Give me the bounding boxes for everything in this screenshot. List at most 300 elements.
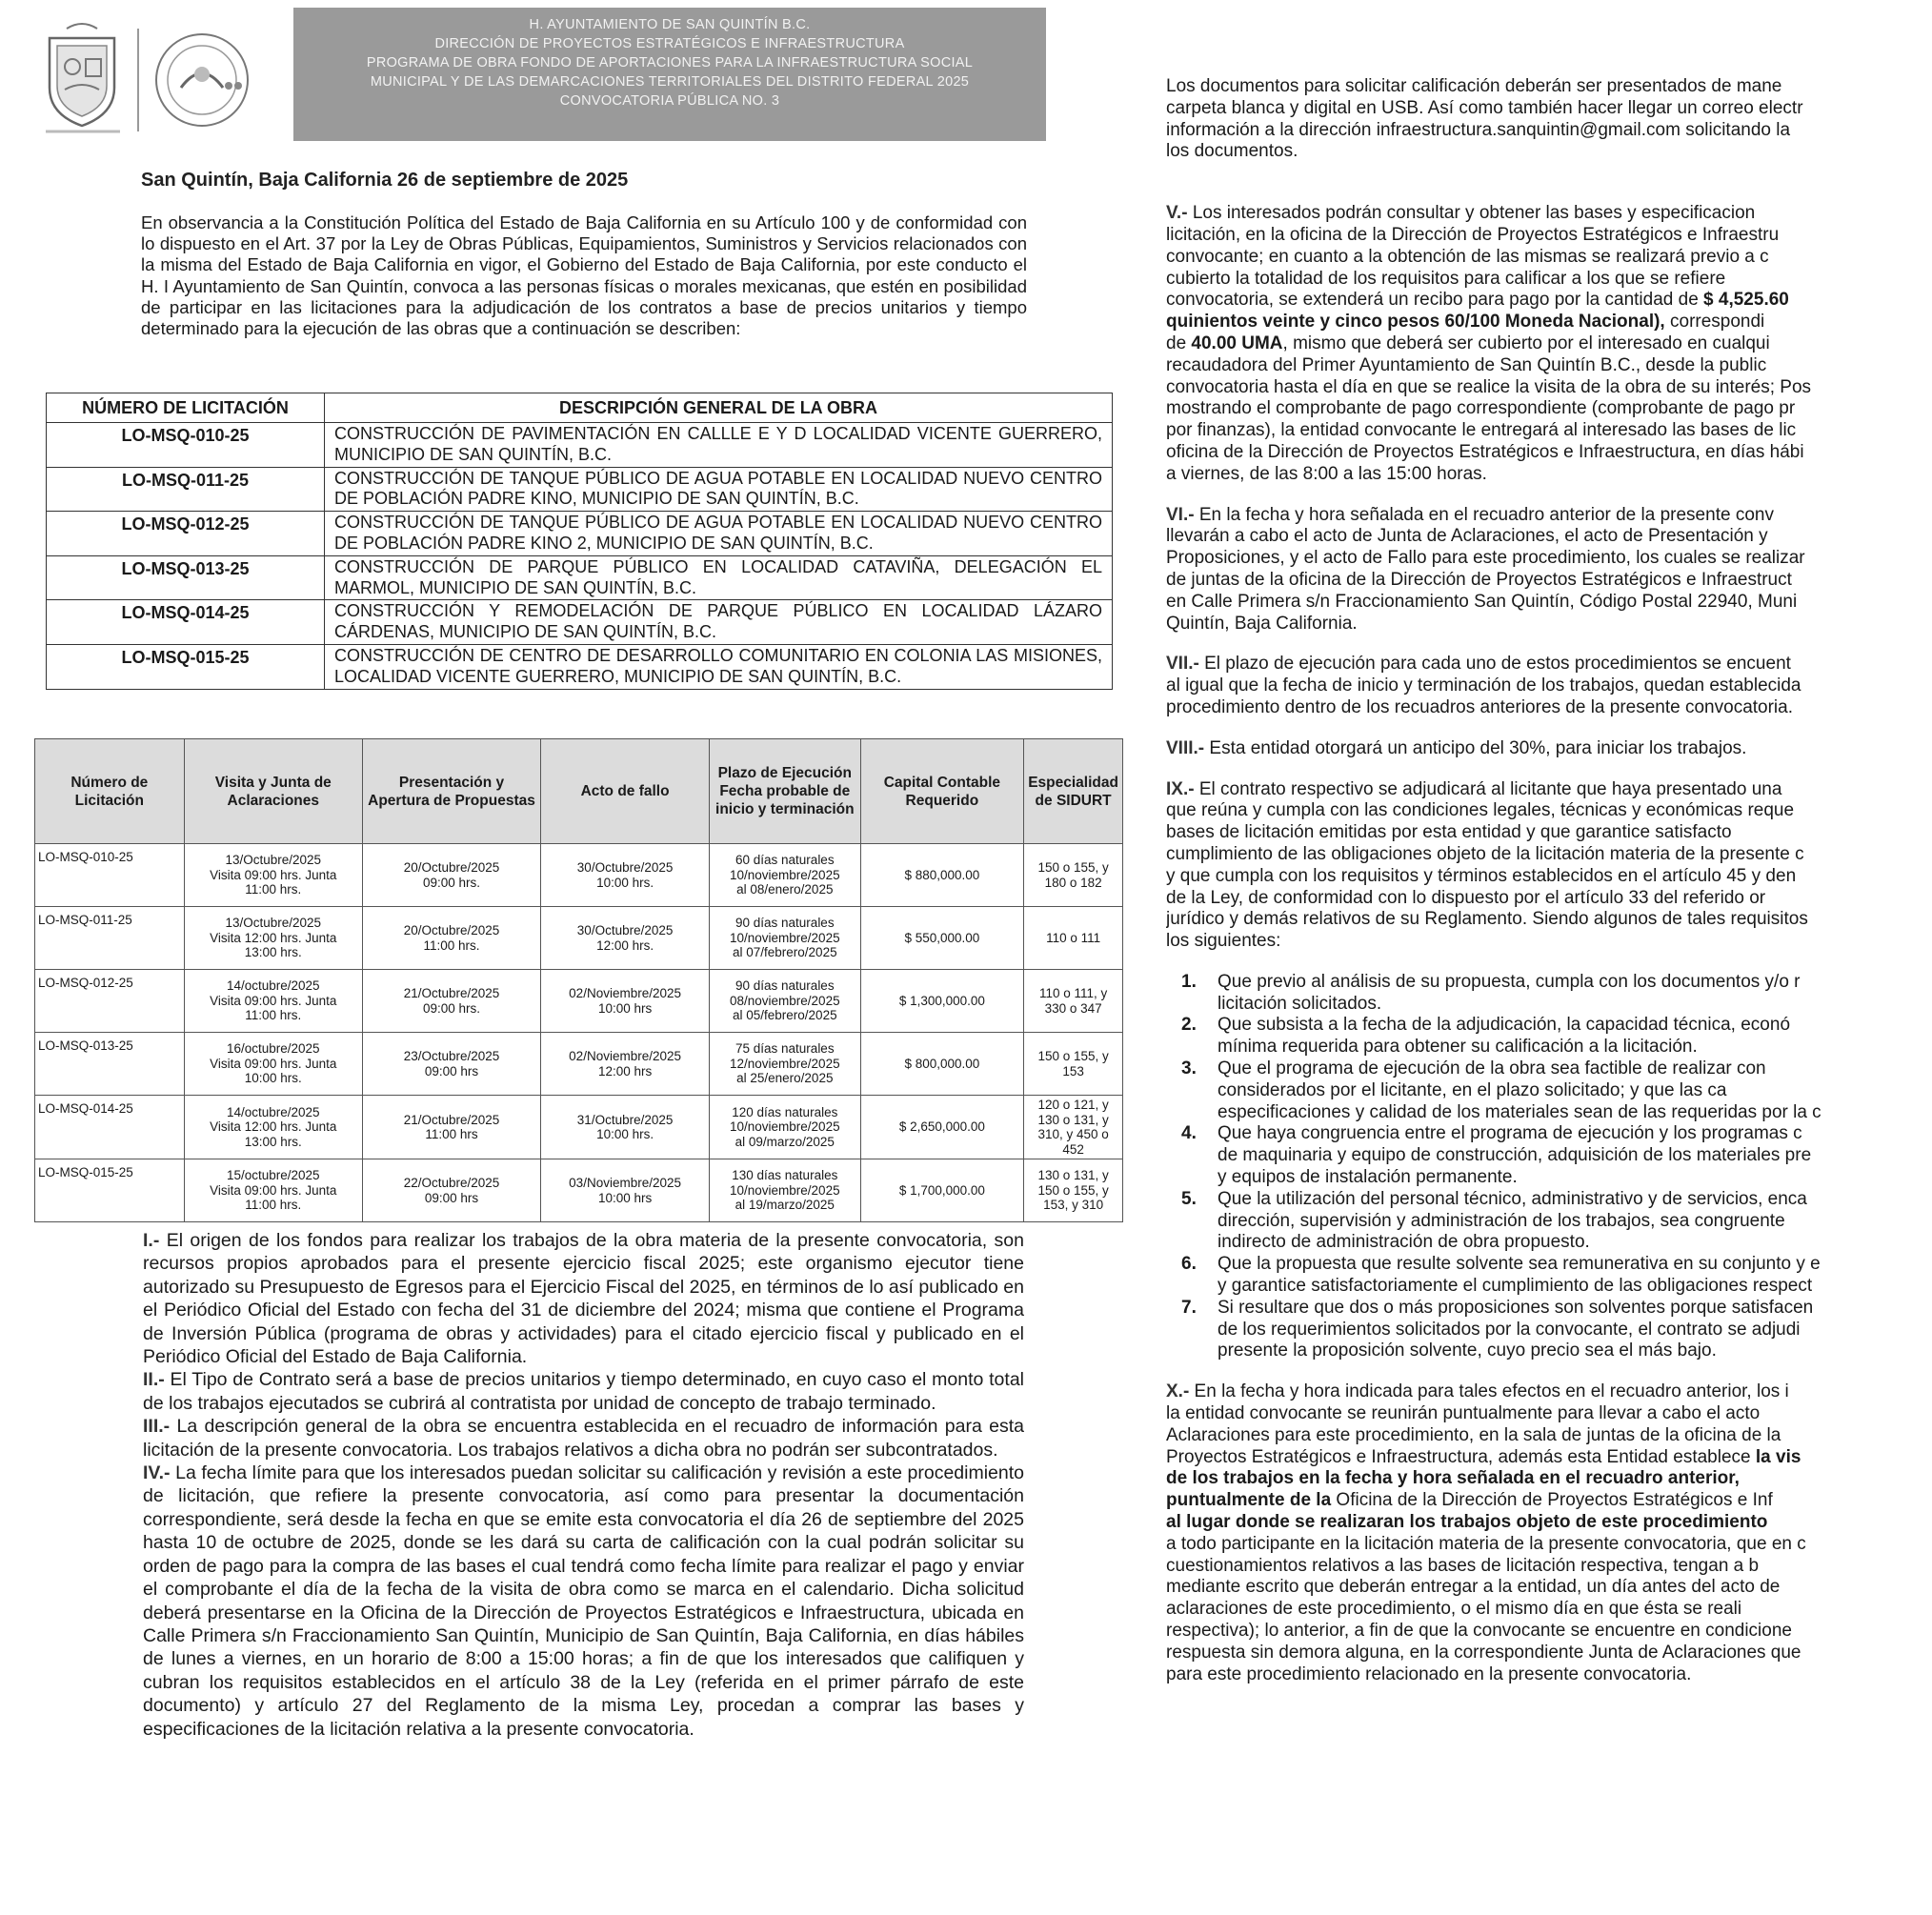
- list-item: [1166, 1320, 1932, 1341]
- text-line: [1166, 738, 1932, 760]
- text-span: Los interesados podrán consultar y obtener las bases y especificacion: [1187, 203, 1756, 224]
- cell-line: 10:00 hrs: [597, 1000, 653, 1016]
- list-item: [1166, 1189, 1932, 1211]
- sched-header-plazo: [710, 739, 861, 844]
- text-span: convocatoria, se extenderá un recibo para pago por la cantidad de: [1166, 290, 1704, 311]
- cell-line: 21/Octubre/2025: [403, 1112, 500, 1127]
- cell-line: 14/octubre/2025: [226, 1104, 320, 1119]
- list-item: [1166, 1145, 1932, 1167]
- text-line: por finanzas), la entidad convocante le entregará al interesado las bases de lic: [1166, 420, 1797, 441]
- header-banner: [293, 8, 1046, 141]
- text-span: Esta entidad otorgará un anticipo del 30%, para iniciar los trabajos.: [1204, 737, 1747, 758]
- sched-header-especialidad: Especialidad de SIDURT: [1024, 739, 1123, 844]
- cell-line: 10:00 hrs.: [596, 875, 654, 890]
- plazo-title: Plazo de Ejecución: [717, 765, 852, 781]
- cell-line: 10/noviembre/2025: [730, 1119, 840, 1135]
- text-line: de la Ley, de conformidad con lo dispuesto por el artículo 33 del referido or: [1166, 887, 1766, 908]
- list-number: 1.: [1181, 971, 1197, 992]
- cell-presentacion: [362, 1096, 540, 1159]
- text-line: para este procedimiento relacionado en la presente convocatoria.: [1166, 1663, 1692, 1684]
- section-label: VI.-: [1166, 504, 1195, 525]
- intro-paragraph: En observancia a la Constitución Política del Estado de Baja California en su Artículo 100 y de conformidad con lo dispuesto en el Art. 37 por la Ley de Obras Públicas, Equipamientos, Suministros y Servicios relacionados con la misma del Estado de Baja California en vigor, el Gobierno del Estado de Baja California, por este conducto el H. I Ayuntamiento de San Quintín, convoca a las personas físicas o morales mexicanas, que estén en posibilidad de participar en las licitaciones para la adjudicación de los contratos a base de precios unitarios y tiempo determinado para la ejecución de las obras que a continuación se describen:: [141, 212, 1027, 339]
- section-x: [1166, 1381, 1932, 1685]
- cell-line: 120 días naturales: [732, 1104, 838, 1119]
- cell-line: 30/Octubre/2025: [576, 923, 674, 937]
- section-vii: [1166, 654, 1932, 718]
- text-line: jurídico y demás relativos de su Reglamento. Siendo algunos de tales requisitos: [1166, 909, 1808, 930]
- list-item: [1166, 1232, 1932, 1254]
- text-span: de: [1166, 333, 1192, 353]
- cell-num: LO-MSQ-015-25: [47, 644, 325, 689]
- cell-line: 153: [1062, 1063, 1084, 1078]
- text-line: mostrando el comprobante de pago correspondiente (comprobante de pago pr: [1166, 398, 1796, 419]
- list-text: especificaciones y calidad de los materiales sean de las requeridas por la c: [1218, 1101, 1821, 1122]
- cell-line: Visita 12:00 hrs. Junta: [210, 1119, 337, 1135]
- cell-line: 330 o 347: [1044, 1000, 1102, 1016]
- list-item: [1166, 1211, 1932, 1233]
- cell-presentacion: [362, 970, 540, 1033]
- section-i: [143, 1229, 1024, 1368]
- cell-fallo: [541, 907, 710, 970]
- cell-line: 02/Noviembre/2025: [569, 986, 681, 1000]
- cell-line: 13:00 hrs.: [244, 1134, 302, 1149]
- text-line: los siguientes:: [1166, 931, 1281, 952]
- text-span: Oficina de la Dirección de Proyectos Estratégicos e Inf: [1331, 1490, 1773, 1511]
- plazo-subtitle: Fecha probable de inicio y terminación: [715, 783, 855, 817]
- text-line: a viernes, de las 8:00 a las 15:00 horas.: [1166, 463, 1487, 484]
- cell-line: 452: [1062, 1141, 1084, 1157]
- cell-especialidad: [1024, 1096, 1123, 1159]
- list-item: [1166, 1167, 1932, 1189]
- works-table: [46, 393, 1113, 690]
- cell-line: 10:00 hrs.: [244, 1071, 302, 1086]
- cell-line: 03/Noviembre/2025: [569, 1176, 681, 1190]
- cell-presentacion: [362, 844, 540, 907]
- cell-line: al 08/enero/2025: [736, 882, 834, 897]
- cell-fallo: [541, 970, 710, 1033]
- cell-line: Visita 09:00 hrs. Junta: [210, 867, 337, 882]
- sections-left: [143, 1229, 1024, 1741]
- cell-especialidad: [1024, 844, 1123, 907]
- text-line: en Calle Primera s/n Fraccionamiento San Quintín, Código Postal 22940, Muni: [1166, 591, 1798, 612]
- cell-line: 10/noviembre/2025: [730, 867, 840, 882]
- list-item: [1166, 1340, 1932, 1362]
- cell-line: 10/noviembre/2025: [730, 930, 840, 945]
- list-item: [1166, 1298, 1932, 1320]
- list-text: Que el programa de ejecución de la obra sea factible de realizar con: [1218, 1058, 1766, 1079]
- text-line: bases de licitación emitidas por esta entidad y que garantice satisfacto: [1166, 822, 1732, 843]
- section-label: I.-: [143, 1230, 160, 1251]
- cell-presentacion: [362, 1033, 540, 1096]
- cell-presentacion: [362, 1159, 540, 1222]
- text-line: Los documentos para solicitar calificación deberán ser presentados de mane: [1166, 76, 1782, 96]
- table-row: [35, 970, 1123, 1033]
- banner-line: DIRECCIÓN DE PROYECTOS ESTRATÉGICOS E INFRAESTRUCTURA: [434, 36, 905, 51]
- cell-fallo: [541, 844, 710, 907]
- sched-header-num: Número de Licitación: [35, 739, 185, 844]
- cell-line: 130 días naturales: [732, 1168, 838, 1183]
- cell-line: 90 días naturales: [735, 916, 835, 931]
- section-label: VII.-: [1166, 654, 1199, 675]
- cell-line: 31/Octubre/2025: [576, 1112, 674, 1127]
- cell-line: 11:00 hrs.: [245, 1198, 302, 1213]
- text-line: de juntas de la oficina de la Dirección de Proyectos Estratégicos e Infraestruct: [1166, 569, 1792, 590]
- banner-line: H. AYUNTAMIENTO DE SAN QUINTÍN B.C.: [529, 17, 811, 32]
- cell-plazo: [710, 1033, 861, 1096]
- banner-line: MUNICIPAL Y DE LAS DEMARCACIONES TERRITORIALES DEL DISTRITO FEDERAL 2025: [370, 74, 970, 90]
- cell-line: 10:00 hrs: [597, 1190, 653, 1205]
- cell-line: 09:00 hrs.: [422, 1000, 481, 1016]
- cell-line: 20/Octubre/2025: [403, 860, 500, 875]
- text-line: procedimiento dentro de los recuadros anteriores de la presente convocatoria.: [1166, 696, 1793, 717]
- table-row: [35, 907, 1123, 970]
- cell-line: 150 o 155, y: [1037, 860, 1109, 875]
- text-line: [1166, 1490, 1932, 1512]
- list-text: Que previo al análisis de su propuesta, cumpla con los documentos y/o r: [1218, 971, 1801, 992]
- cell-line: 14/octubre/2025: [226, 978, 320, 994]
- text-span: En la fecha y hora señalada en el recuadro anterior de la presente conv: [1194, 504, 1774, 525]
- cell-line: 02/Noviembre/2025: [569, 1049, 681, 1063]
- section-label: VIII.-: [1166, 737, 1205, 758]
- cell-line: 12:00 hrs: [597, 1063, 653, 1078]
- cell-line: 23/Octubre/2025: [403, 1049, 500, 1063]
- text-span: El plazo de ejecución para cada uno de estos procedimientos se encuent: [1198, 654, 1791, 675]
- cell-line: Visita 09:00 hrs. Junta: [210, 1056, 337, 1071]
- cell-plazo: [710, 1096, 861, 1159]
- cell-desc: CONSTRUCCIÓN DE PAVIMENTACIÓN EN CALLLE E Y D LOCALIDAD VICENTE GUERRERO, MUNICIPIO DE SAN QUINTÍN, B.C.: [325, 423, 1113, 468]
- text-line: [1166, 1381, 1932, 1403]
- text-line: mediante escrito que deberán entregar a la entidad, un día antes del acto de: [1166, 1577, 1781, 1598]
- table-row: [35, 844, 1123, 907]
- cell-line: 150 o 155, y: [1037, 1182, 1109, 1198]
- list-item: [1166, 1037, 1932, 1058]
- cell-line: al 05/febrero/2025: [733, 1008, 837, 1023]
- cell-capital: $ 800,000.00: [860, 1033, 1024, 1096]
- text-span: El contrato respectivo se adjudicará al licitante que haya presentado una: [1194, 778, 1782, 799]
- section-text: El Tipo de Contrato será a base de precios unitarios y tiempo determinado, en cuyo caso el monto total de los trabajos ejecutados se cubrirá al contratista por unidad de concepto de trabajo terminado.: [143, 1369, 1024, 1414]
- cell-line: al 19/marzo/2025: [735, 1198, 835, 1213]
- text-span: En la fecha y hora indicada para tales efectos en el recuadro anterior, los i: [1189, 1381, 1789, 1402]
- table-row: [35, 1033, 1123, 1096]
- cell-line: 180 o 182: [1044, 875, 1102, 890]
- section-vi: [1166, 505, 1932, 635]
- section-label: III.-: [143, 1416, 171, 1438]
- cell-visita: [184, 844, 362, 907]
- cell-line: Visita 12:00 hrs. Junta: [210, 930, 337, 945]
- cell-fallo: [541, 1159, 710, 1222]
- cell-desc: CONSTRUCCIÓN DE TANQUE PÚBLICO DE AGUA POTABLE EN LOCALIDAD NUEVO CENTRO DE POBLACIÓN PADRE KINO 2, MUNICIPIO DE SAN QUINTÍN, B.C.: [325, 512, 1113, 556]
- cell-visita: [184, 970, 362, 1033]
- list-item: [1166, 994, 1932, 1016]
- cell-plazo: [710, 844, 861, 907]
- cell-especialidad: [1024, 907, 1123, 970]
- cell-line: 11:00 hrs.: [245, 1008, 302, 1023]
- text-span: puntualmente de la: [1166, 1490, 1332, 1511]
- cell-lic: LO-MSQ-014-25: [35, 1096, 185, 1159]
- cell-plazo: [710, 970, 861, 1033]
- table-row: [47, 467, 1113, 512]
- docs-paragraph: [1166, 76, 1932, 163]
- header-logos: [38, 21, 262, 135]
- cell-fallo: [541, 1033, 710, 1096]
- section-v: [1166, 203, 1932, 485]
- cell-line: 10:00 hrs.: [596, 1127, 654, 1141]
- list-number: 2.: [1181, 1015, 1197, 1036]
- text-line: convocatoria hasta el día en que se realice la visita de la obra de su interés; Pos: [1166, 376, 1812, 397]
- banner-line: CONVOCATORIA PÚBLICA NO. 3: [559, 93, 780, 109]
- cell-line: 16/octubre/2025: [226, 1041, 320, 1057]
- cell-line: 30/Octubre/2025: [576, 860, 674, 875]
- text-line: a todo participante en la licitación materia de la presente convocatoria, que en c: [1166, 1533, 1806, 1554]
- text-line: al lugar donde se realizaran los trabajos objeto de este procedimiento: [1166, 1512, 1768, 1533]
- text-line: información a la dirección infraestructura.sanquintin@gmail.com solicitando la: [1166, 119, 1791, 140]
- cell-line: 13/Octubre/2025: [225, 916, 322, 931]
- text-line: que reúna y cumpla con las condiciones legales, técnicas y económicas reque: [1166, 800, 1795, 821]
- list-number: 7.: [1181, 1297, 1197, 1318]
- list-text: mínima requerida para obtener su calificación a la licitación.: [1218, 1037, 1698, 1058]
- list-number: 3.: [1181, 1058, 1197, 1079]
- sched-header-visita: Visita y Junta de Aclaraciones: [184, 739, 362, 844]
- cell-visita: [184, 1096, 362, 1159]
- list-item: [1166, 1102, 1932, 1124]
- cell-line: 08/noviembre/2025: [730, 993, 840, 1008]
- cell-capital: $ 1,300,000.00: [860, 970, 1024, 1033]
- list-text: indirecto de administración de obra propuesto.: [1218, 1232, 1590, 1253]
- section-label: IX.-: [1166, 778, 1195, 799]
- list-item: [1166, 972, 1932, 994]
- text-line: llevarán a cabo el acto de Junta de Aclaraciones, el acto de Presentación y: [1166, 526, 1768, 547]
- text-line: respectiva); lo anterior, a fin de que la convocante se encuentre en condicione: [1166, 1621, 1792, 1641]
- left-intro: [141, 170, 1027, 339]
- section-text: El origen de los fondos para realizar los trabajos de la obra materia de la presente convocatoria, son recursos propios aprobados para el presente ejercicio fiscal 2025; este organismo ejecutor tiene autorizado su Presupuesto de Egresos para el Ejercicio Fiscal del 2025, en términos de lo así publicado en el Periódico Oficial del Estado con fecha del 31 de diciembre del 2024; misma que contiene el Programa de Inversión Pública (programa de obras y actividades) para el citado ejercicio fiscal y publicado en el Periódico Oficial del Estado de Baja California.: [143, 1230, 1024, 1368]
- cell-presentacion: [362, 907, 540, 970]
- cell-line: 22/Octubre/2025: [403, 1176, 500, 1190]
- cell-line: 150 o 155, y: [1037, 1049, 1109, 1063]
- list-text: Que haya congruencia entre el programa de ejecución y los programas c: [1218, 1123, 1802, 1144]
- right-column: [1166, 76, 1932, 1685]
- works-header-desc: DESCRIPCIÓN GENERAL DE LA OBRA: [325, 393, 1113, 423]
- cell-visita: [184, 1159, 362, 1222]
- cell-line: 09:00 hrs: [424, 1190, 479, 1205]
- list-item: [1166, 1254, 1932, 1276]
- cell-line: 20/Octubre/2025: [403, 923, 500, 937]
- schedule-body: [35, 844, 1123, 1222]
- cell-line: 130 o 131, y: [1037, 1112, 1109, 1127]
- cell-line: 110 o 111, y: [1038, 986, 1108, 1000]
- cell-capital: $ 880,000.00: [860, 844, 1024, 907]
- section-label: X.-: [1166, 1381, 1190, 1402]
- list-text: presente la proposición solvente, cuyo precio sea el más bajo.: [1218, 1340, 1717, 1361]
- cell-desc: CONSTRUCCIÓN Y REMODELACIÓN DE PARQUE PÚBLICO EN LOCALIDAD LÁZARO CÁRDENAS, MUNICIPIO DE SAN QUINTÍN, B.C.: [325, 600, 1113, 645]
- cell-desc: CONSTRUCCIÓN DE CENTRO DE DESARROLLO COMUNITARIO EN COLONIA LAS MISIONES, LOCALIDAD VICENTE GUERRERO, MUNICIPIO DE SAN QUINTÍN, B.C.: [325, 644, 1113, 689]
- list-number: 6.: [1181, 1254, 1197, 1275]
- cell-line: 12:00 hrs.: [596, 937, 654, 953]
- text-line: [1166, 1447, 1932, 1469]
- cell-line: 120 o 121, y: [1037, 1098, 1109, 1112]
- table-row: [47, 555, 1113, 600]
- section-label: II.-: [143, 1369, 165, 1391]
- cell-line: 153, y 310: [1043, 1198, 1104, 1213]
- text-line: [1166, 290, 1932, 312]
- text-line: al igual que la fecha de inicio y terminación de los trabajos, quedan establecida: [1166, 675, 1801, 696]
- text-line: de los trabajos en la fecha y hora señalada en el recuadro anterior,: [1166, 1468, 1740, 1489]
- text-span: correspondi: [1664, 312, 1765, 333]
- dateline: San Quintín, Baja California 26 de septiembre de 2025: [141, 170, 629, 191]
- list-text: y equipos de instalación permanente.: [1218, 1167, 1518, 1188]
- sched-header-fallo: Acto de fallo: [541, 739, 710, 844]
- section-iv: [143, 1461, 1024, 1741]
- cell-line: Visita 09:00 hrs. Junta: [210, 1182, 337, 1198]
- cell-line: 13/Octubre/2025: [225, 853, 322, 868]
- table-row: [35, 1159, 1123, 1222]
- cell-line: 130 o 131, y: [1037, 1168, 1109, 1183]
- text-line: cubierto la totalidad de los requisitos para calificar a los que se refiere: [1166, 268, 1726, 289]
- cell-lic: LO-MSQ-010-25: [35, 844, 185, 907]
- text-line: aclaraciones de este procedimiento, o el mismo día en que ésta se reali: [1166, 1599, 1742, 1620]
- cell-line: al 07/febrero/2025: [733, 945, 837, 960]
- state-emblem-icon: [152, 30, 252, 131]
- list-text: licitación solicitados.: [1218, 993, 1382, 1014]
- list-text: dirección, supervisión y administración de los trabajos, sea congruente: [1218, 1210, 1785, 1231]
- cell-line: al 25/enero/2025: [736, 1071, 834, 1086]
- cell-desc: CONSTRUCCIÓN DE TANQUE PÚBLICO DE AGUA POTABLE EN LOCALIDAD NUEVO CENTRO DE POBLACIÓN PADRE KINO, MUNICIPIO DE SAN QUINTÍN, B.C.: [325, 467, 1113, 512]
- list-item: [1166, 1276, 1932, 1298]
- cell-line: 11:00 hrs.: [245, 882, 302, 897]
- text-span: , mismo que deberá ser cubierto por el interesado en cualqui: [1282, 333, 1770, 353]
- text-line: respuesta sin demora alguna, en la correspondiente Junta de Aclaraciones que: [1166, 1642, 1801, 1663]
- cell-num: LO-MSQ-012-25: [47, 512, 325, 556]
- text-line: [1166, 505, 1932, 527]
- cell-visita: [184, 907, 362, 970]
- works-header-num: NÚMERO DE LICITACIÓN: [47, 393, 325, 423]
- cell-visita: [184, 1033, 362, 1096]
- cell-line: 15/octubre/2025: [226, 1168, 320, 1183]
- list-item: [1166, 1015, 1932, 1037]
- cell-num: LO-MSQ-014-25: [47, 600, 325, 645]
- table-row: [47, 512, 1113, 556]
- list-text: Que la propuesta que resulte solvente sea remunerativa en su conjunto y e: [1218, 1254, 1821, 1275]
- schedule-table: [34, 738, 1123, 1222]
- text-line: convocante; en cuanto a la obtención de las mismas se realizará previo a c: [1166, 246, 1769, 267]
- cell-especialidad: [1024, 970, 1123, 1033]
- cell-especialidad: [1024, 1033, 1123, 1096]
- cell-capital: $ 1,700,000.00: [860, 1159, 1024, 1222]
- cell-especialidad: [1024, 1159, 1123, 1222]
- cell-line: 12/noviembre/2025: [730, 1056, 840, 1071]
- text-line: Proposiciones, y el acto de Fallo para este procedimiento, los cuales se realizar: [1166, 548, 1805, 569]
- cell-line: 10/noviembre/2025: [730, 1182, 840, 1198]
- uma-amount: 40.00 UMA: [1191, 333, 1283, 353]
- cell-plazo: [710, 1159, 861, 1222]
- list-text: Que la utilización del personal técnico, administrativo y de servicios, enca: [1218, 1188, 1807, 1209]
- list-text: Que subsista a la fecha de la adjudicación, la capacidad técnica, econó: [1218, 1015, 1791, 1036]
- cell-num: LO-MSQ-010-25: [47, 423, 325, 468]
- cell-line: 21/Octubre/2025: [403, 986, 500, 1000]
- cell-line: 09:00 hrs: [424, 1063, 479, 1078]
- section-text: La descripción general de la obra se encuentra establecida en el recuadro de información para esta licitación de la presente convocatoria. Los trabajos relativos a dicha obra no podrán ser subcontratados.: [143, 1416, 1024, 1461]
- cell-line: 90 días naturales: [735, 978, 835, 994]
- list-number: 5.: [1181, 1188, 1197, 1209]
- list-text: y garantice satisfactoriamente el cumplimiento de las obligaciones respect: [1218, 1276, 1813, 1297]
- amount: $ 4,525.60: [1703, 290, 1789, 311]
- cell-num: LO-MSQ-011-25: [47, 467, 325, 512]
- text-line: [1166, 203, 1932, 225]
- text-line: y que cumpla con los requisitos y términos establecidos en el artículo 45 y den: [1166, 865, 1797, 886]
- logo-divider: [137, 29, 139, 131]
- list-text: de los requerimientos solicitados por la convocante, el contrato se adjudi: [1218, 1319, 1801, 1340]
- list-item: [1166, 1058, 1932, 1080]
- cell-desc: CONSTRUCCIÓN DE PARQUE PÚBLICO EN LOCALIDAD CATAVIÑA, DELEGACIÓN EL MARMOL, MUNICIPIO DE SAN QUINTÍN, B.C.: [325, 555, 1113, 600]
- text-line: [1166, 779, 1932, 801]
- list-number: 4.: [1181, 1123, 1197, 1144]
- text-line: los documentos.: [1166, 141, 1298, 162]
- requirements-list: [1166, 972, 1932, 1362]
- list-text: Si resultare que dos o más proposiciones son solventes porque satisfacen: [1218, 1297, 1814, 1318]
- cell-lic: LO-MSQ-013-25: [35, 1033, 185, 1096]
- list-item: [1166, 1080, 1932, 1102]
- section-viii: [1166, 738, 1932, 760]
- list-text: considerados por el licitante, en el plazo solicitado; y que las ca: [1218, 1079, 1727, 1100]
- cell-line: 09:00 hrs.: [422, 875, 481, 890]
- text-line: cumplimiento de las obligaciones objeto de la licitación materia de la presente c: [1166, 843, 1804, 864]
- cell-lic: LO-MSQ-015-25: [35, 1159, 185, 1222]
- cell-line: 310, y 450 o: [1037, 1127, 1109, 1141]
- table-row: [47, 423, 1113, 468]
- cell-line: 13:00 hrs.: [244, 945, 302, 960]
- cell-lic: LO-MSQ-011-25: [35, 907, 185, 970]
- cell-num: LO-MSQ-013-25: [47, 555, 325, 600]
- section-label: V.-: [1166, 203, 1188, 224]
- cell-line: 75 días naturales: [735, 1041, 835, 1057]
- text-line: oficina de la Dirección de Proyectos Estratégicos e Infraestructura, en días hábi: [1166, 441, 1804, 462]
- text-line: [1166, 312, 1932, 333]
- sched-header-presentacion: Presentación y Apertura de Propuestas: [362, 739, 540, 844]
- cell-line: Visita 09:00 hrs. Junta: [210, 993, 337, 1008]
- text-line: recaudadora del Primer Ayuntamiento de San Quintín B.C., desde la public: [1166, 354, 1767, 375]
- sched-header-capital: Capital Contable Requerido: [860, 739, 1024, 844]
- text-line: [1166, 654, 1932, 675]
- cell-line: 60 días naturales: [735, 853, 835, 868]
- text-line: Aclaraciones para este procedimiento, en la sala de juntas de la oficina de la: [1166, 1424, 1781, 1445]
- text-line: [1166, 333, 1932, 355]
- section-text: La fecha límite para que los interesados puedan solicitar su calificación y revisión a este procedimiento de licitación, que refiere la presente convocatoria, así como para presentar la documentación correspondiente, será desde la fecha en que se emite esta convocatoria el día 26 de septiembre del 2025 hasta 10 de octubre de 2025, donde se les dará su carta de calificación con la cual podrán solicitar su orden de pago para la compra de las bases el cual tendrá como fecha límite para realizar el pago y enviar el comprobante el día de la fecha de la visita de obra como se marca en el calendario. Dicha solicitud deberá presentarse en la Oficina de la Dirección de Proyectos Estratégicos e Infraestructura, ubicada en Calle Primera s/n Fraccionamiento San Quintín, Municipio de San Quintín, Baja California, en días hábiles de lunes a viernes, en un horario de 8:00 a 15:00 horas; a fin de que los interesados que califiquen y cubran los requisitos establecidos en el artículo 38 de la Ley (referida en el primer párrafo de este documento) y artículo 27 del Reglamento de la misma Ley, procedan a comprar las bases y especificaciones de la licitación relativa a la presente convocatoria.: [143, 1462, 1024, 1740]
- table-row: [35, 1096, 1123, 1159]
- text-line: carpeta blanca y digital en USB. Así como también hacer llegar un correo electr: [1166, 97, 1803, 118]
- section-ix: [1166, 779, 1932, 953]
- banner-line: PROGRAMA DE OBRA FONDO DE APORTACIONES PARA LA INFRAESTRUCTURA SOCIAL: [366, 55, 974, 71]
- table-row: [47, 600, 1113, 645]
- cell-line: al 09/marzo/2025: [735, 1134, 835, 1149]
- cell-line: 11:00 hrs.: [423, 937, 480, 953]
- cell-line: 110 o 111: [1046, 930, 1101, 945]
- text-line: Quintín, Baja California.: [1166, 613, 1358, 634]
- cell-capital: $ 550,000.00: [860, 907, 1024, 970]
- text-line: la entidad convocante se reunirán puntualmente para llevar a cabo el acto: [1166, 1403, 1761, 1424]
- section-ii: [143, 1368, 1024, 1415]
- text-line: licitación, en la oficina de la Dirección de Proyectos Estratégicos e Infraestru: [1166, 224, 1780, 245]
- list-item: [1166, 1123, 1932, 1145]
- cell-capital: $ 2,650,000.00: [860, 1096, 1024, 1159]
- text-span: Proyectos Estratégicos e Infraestructura, además esta Entidad establece: [1166, 1446, 1756, 1467]
- cell-line: 11:00 hrs: [425, 1127, 478, 1141]
- text-line: cuestionamientos relativos a las bases de licitación respectiva, tengan a b: [1166, 1555, 1760, 1576]
- municipal-seal-icon: [38, 21, 129, 135]
- list-text: de maquinaria y equipo de construcción, adquisición de los materiales pre: [1218, 1145, 1812, 1166]
- cell-lic: LO-MSQ-012-25: [35, 970, 185, 1033]
- text-span: la vis: [1755, 1446, 1801, 1467]
- cell-plazo: [710, 907, 861, 970]
- table-row: [47, 644, 1113, 689]
